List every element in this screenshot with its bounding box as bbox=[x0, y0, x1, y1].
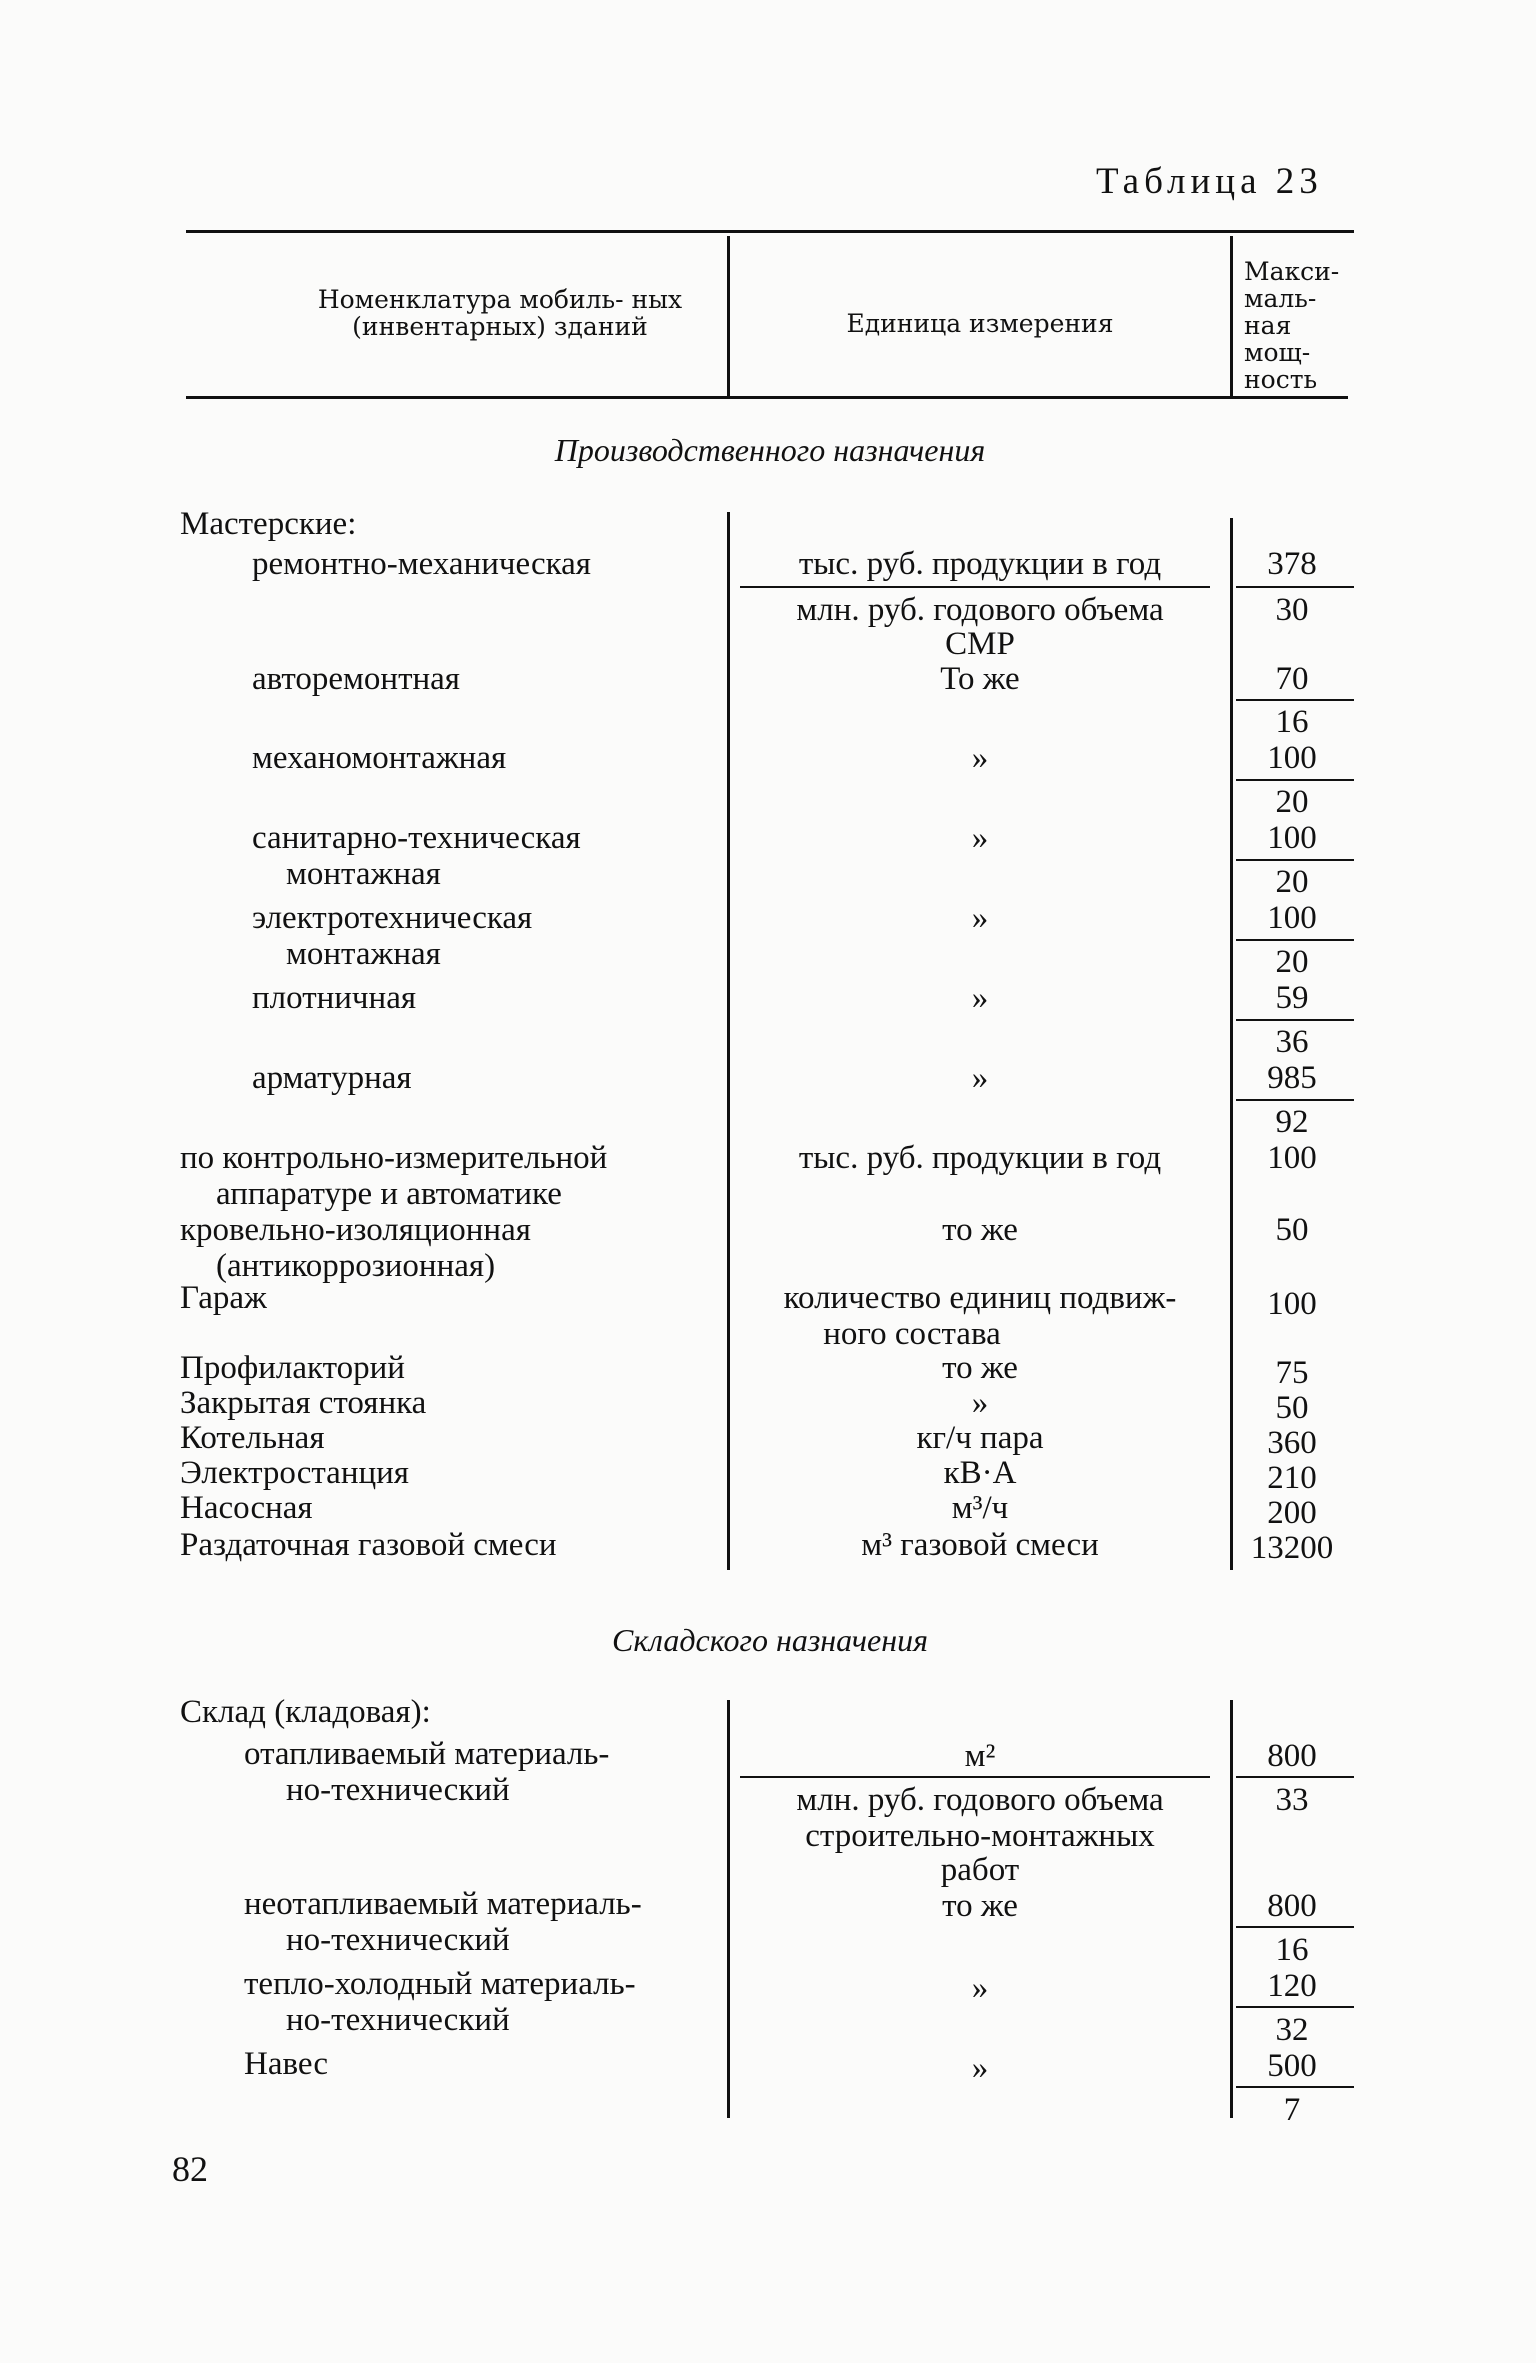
unit-3: То же bbox=[940, 661, 1020, 697]
unit-1-underline bbox=[740, 586, 1210, 588]
value-rule-10 bbox=[1236, 2006, 1354, 2008]
value-12: 36 bbox=[1275, 1024, 1309, 1060]
value-11: 59 bbox=[1275, 980, 1309, 1016]
section-storage: Складского назначения bbox=[612, 1622, 928, 1658]
header-unit: Единица измерения bbox=[846, 309, 1114, 338]
name-boiler: Котельная bbox=[180, 1420, 325, 1456]
value-25: 33 bbox=[1275, 1782, 1309, 1818]
unit-21: » bbox=[971, 1970, 989, 2006]
value-9: 100 bbox=[1267, 900, 1317, 936]
name-warehouse: Склад (кладовая): bbox=[180, 1694, 431, 1730]
name-roofing: кровельно-изоляционная bbox=[180, 1212, 531, 1248]
unit-11b: ного состава bbox=[823, 1316, 1001, 1352]
name-electro-2: монтажная bbox=[286, 936, 441, 972]
value-3: 70 bbox=[1275, 661, 1309, 697]
value-rule-5 bbox=[1236, 939, 1354, 941]
unit-5: » bbox=[971, 820, 989, 856]
name-dispensary: Профилакторий bbox=[180, 1350, 405, 1386]
value-7: 100 bbox=[1267, 820, 1317, 856]
name-mech-install: механомонтажная bbox=[252, 740, 507, 776]
unit-18-underline bbox=[740, 1776, 1210, 1778]
unit-14: кг/ч пара bbox=[916, 1420, 1044, 1456]
name-canopy: Навес bbox=[244, 2046, 328, 2082]
value-18: 75 bbox=[1275, 1355, 1309, 1391]
unit-19: млн. руб. годового объема bbox=[796, 1782, 1164, 1818]
section1-divider-1 bbox=[727, 512, 730, 1570]
unit-4: » bbox=[971, 740, 989, 776]
unit-19c: работ bbox=[940, 1852, 1020, 1888]
value-rule-8 bbox=[1236, 1776, 1354, 1778]
value-13: 985 bbox=[1267, 1060, 1317, 1096]
unit-8: » bbox=[971, 1060, 989, 1096]
name-gas-dispensing: Раздаточная газовой смеси bbox=[180, 1527, 557, 1563]
name-electro: электротехническая bbox=[252, 900, 533, 936]
value-29: 32 bbox=[1275, 2012, 1309, 2048]
value-1: 378 bbox=[1267, 546, 1317, 582]
name-repair-mech: ремонтно-механическая bbox=[252, 546, 591, 582]
name-roofing-2: (антикоррозионная) bbox=[216, 1248, 496, 1284]
name-carpentry: плотничная bbox=[252, 980, 417, 1016]
unit-1: тыс. руб. продукции в год bbox=[798, 546, 1162, 582]
value-rule-4 bbox=[1236, 859, 1354, 861]
unit-11: количество единиц подвиж- bbox=[783, 1280, 1177, 1316]
unit-2b: СМР bbox=[945, 626, 1015, 662]
value-15: 100 bbox=[1267, 1140, 1317, 1176]
name-unheated: неотапливаемый материаль- bbox=[244, 1886, 642, 1922]
name-sanitary: санитарно-техническая bbox=[252, 820, 581, 856]
value-20: 360 bbox=[1267, 1425, 1317, 1461]
unit-16: м³/ч bbox=[951, 1490, 1009, 1526]
name-heated: отапливаемый материаль- bbox=[244, 1736, 610, 1772]
value-rule-7 bbox=[1236, 1099, 1354, 1101]
unit-20: то же bbox=[942, 1888, 1018, 1924]
value-2: 30 bbox=[1275, 592, 1309, 628]
name-closed-parking: Закрытая стоянка bbox=[180, 1385, 427, 1421]
value-8: 20 bbox=[1275, 864, 1309, 900]
value-24: 800 bbox=[1267, 1738, 1317, 1774]
value-4: 16 bbox=[1275, 704, 1309, 740]
value-21: 210 bbox=[1267, 1460, 1317, 1496]
value-31: 7 bbox=[1283, 2092, 1301, 2128]
header-bottom-rule bbox=[186, 396, 1348, 399]
unit-6: » bbox=[971, 900, 989, 936]
value-10: 20 bbox=[1275, 944, 1309, 980]
value-16: 50 bbox=[1275, 1212, 1309, 1248]
header-top-rule bbox=[186, 230, 1354, 233]
name-garage: Гараж bbox=[180, 1280, 267, 1316]
unit-13: » bbox=[971, 1385, 989, 1421]
value-rule-6 bbox=[1236, 1019, 1354, 1021]
value-14: 92 bbox=[1275, 1104, 1309, 1140]
value-rule-9 bbox=[1236, 1926, 1354, 1928]
value-26: 800 bbox=[1267, 1888, 1317, 1924]
value-19: 50 bbox=[1275, 1390, 1309, 1426]
unit-9: тыс. руб. продукции в год bbox=[798, 1140, 1162, 1176]
value-30: 500 bbox=[1267, 2048, 1317, 2084]
value-5: 100 bbox=[1267, 740, 1317, 776]
header-name: Номенклатура мобиль- ных (инвентарных) зданий bbox=[317, 285, 683, 341]
name-rebar: арматурная bbox=[252, 1060, 412, 1096]
page-number: 82 bbox=[172, 2149, 208, 2189]
unit-22: » bbox=[971, 2050, 989, 2086]
name-warm-cold-2: но-технический bbox=[286, 2002, 510, 2038]
name-workshops: Мастерские: bbox=[180, 506, 357, 542]
section-production: Производственного назначения bbox=[554, 432, 986, 468]
header-capacity: Макси- маль- ная мощ- ность bbox=[1244, 257, 1340, 394]
name-kip: по контрольно-измерительной bbox=[180, 1140, 608, 1176]
name-power-plant: Электростанция bbox=[180, 1455, 409, 1491]
value-27: 16 bbox=[1275, 1932, 1309, 1968]
value-rule-2 bbox=[1236, 699, 1354, 701]
name-heated-2: но-технический bbox=[286, 1772, 510, 1808]
value-rule-1 bbox=[1236, 586, 1354, 588]
name-unheated-2: но-технический bbox=[286, 1922, 510, 1958]
unit-15: кВ·А bbox=[943, 1455, 1017, 1491]
header-divider-1 bbox=[727, 236, 730, 396]
section2-divider-1 bbox=[727, 1700, 730, 2118]
unit-7: » bbox=[971, 980, 989, 1016]
unit-10: то же bbox=[942, 1212, 1018, 1248]
unit-19b: строительно-монтажных bbox=[805, 1818, 1155, 1854]
value-6: 20 bbox=[1275, 784, 1309, 820]
value-23: 13200 bbox=[1250, 1530, 1334, 1566]
name-auto-repair: авторемонтная bbox=[252, 661, 460, 697]
unit-2: млн. руб. годового объема bbox=[796, 592, 1164, 628]
unit-17: м³ газовой смеси bbox=[861, 1527, 1099, 1563]
header-divider-2 bbox=[1230, 236, 1233, 396]
unit-18: м² bbox=[964, 1738, 996, 1774]
value-rule-3 bbox=[1236, 779, 1354, 781]
name-pump: Насосная bbox=[180, 1490, 313, 1526]
value-28: 120 bbox=[1267, 1968, 1317, 2004]
unit-12: то же bbox=[942, 1350, 1018, 1386]
value-17: 100 bbox=[1267, 1286, 1317, 1322]
name-sanitary-2: монтажная bbox=[286, 856, 441, 892]
name-warm-cold: тепло-холодный материаль- bbox=[244, 1966, 636, 2002]
table-title: Таблица 23 bbox=[1096, 161, 1323, 202]
value-22: 200 bbox=[1267, 1495, 1317, 1531]
name-kip-2: аппаратуре и автоматике bbox=[216, 1176, 562, 1212]
value-rule-11 bbox=[1236, 2086, 1354, 2088]
